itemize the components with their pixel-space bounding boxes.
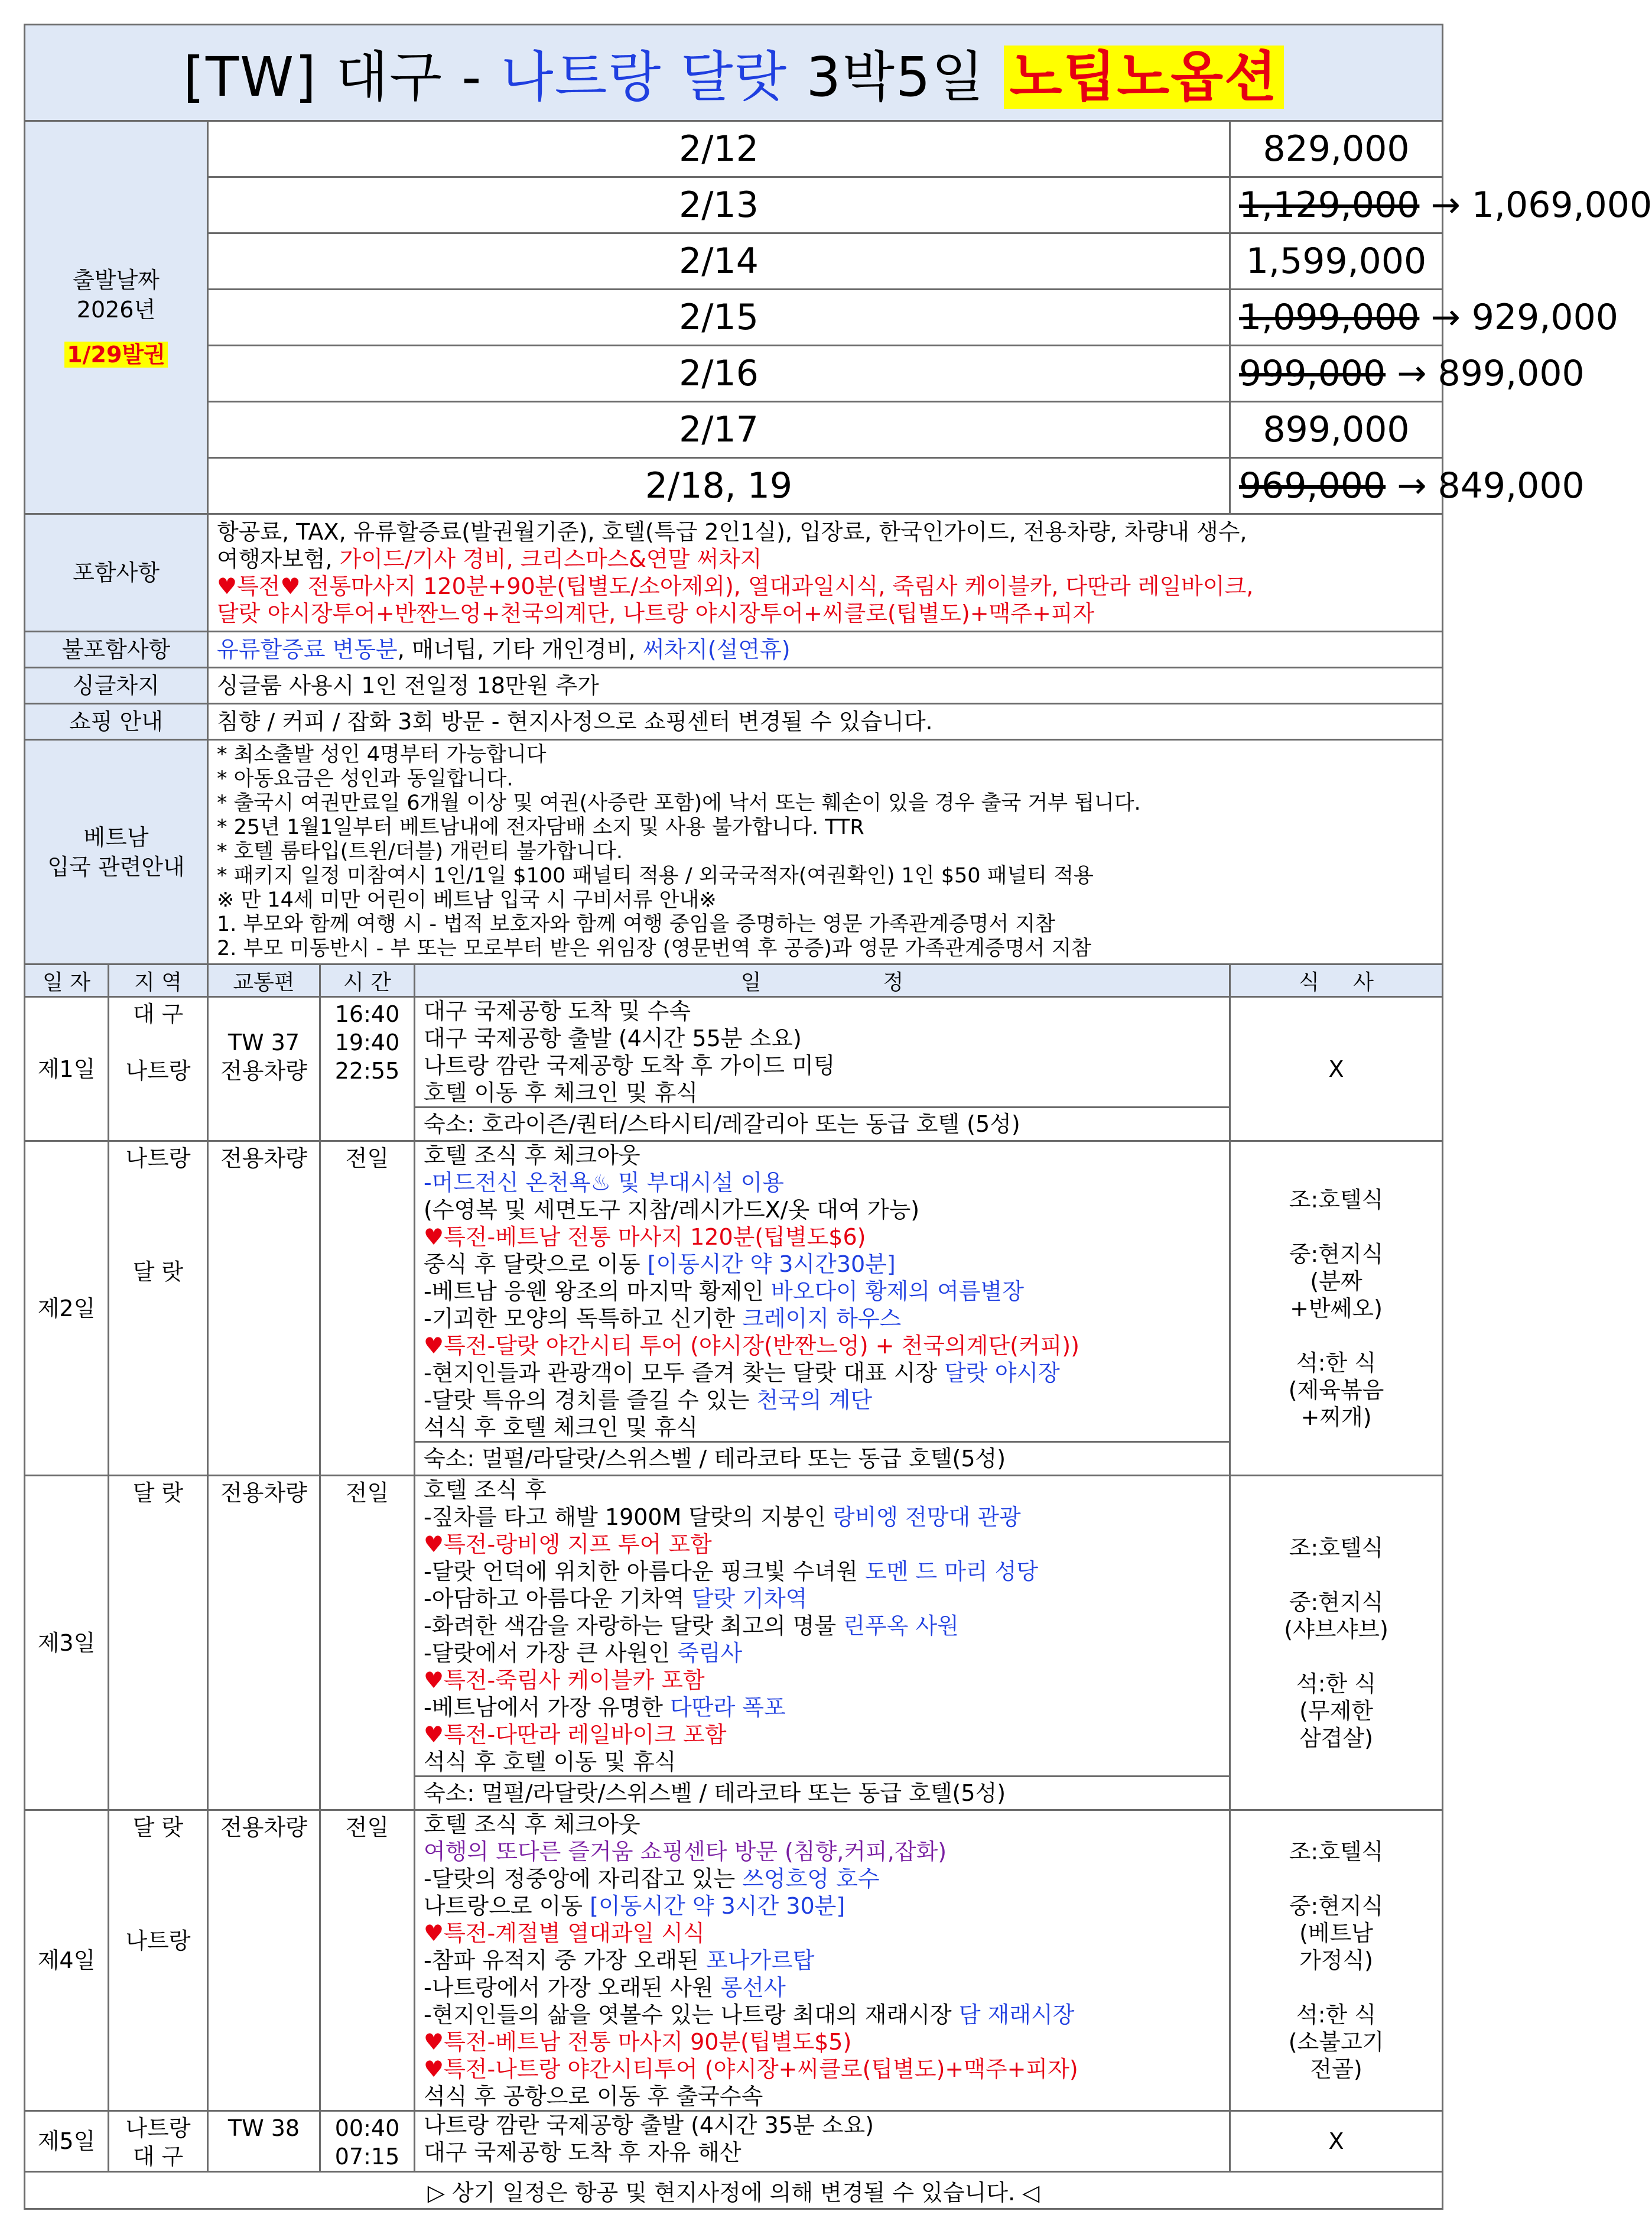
departure-date: 2/13 — [208, 177, 1230, 233]
departure-price — [1230, 177, 1652, 233]
vietnam-note-line: 2. 부모 미동반시 - 부 또는 모로부터 받은 위임장 (영문번역 후 공증)과 영문 가족관계증명서 지참 — [217, 937, 1092, 960]
schedule-segment: ♥특전-베트남 전통 마사지 120분(팁별도$6) — [424, 1224, 866, 1250]
header-schedule: 일 정 — [415, 965, 1230, 997]
schedule-line — [424, 1811, 1221, 1838]
schedule-line — [424, 1359, 1221, 1386]
schedule-segment: ♥특전-다딴라 레일바이크 포함 — [424, 1722, 727, 1748]
vietnam-row — [25, 740, 1443, 965]
departure-date: 2/18, 19 — [208, 458, 1230, 514]
schedule-line — [424, 1639, 1221, 1667]
region-line — [118, 1201, 199, 1229]
footer-note: ▷ 상기 일정은 항공 및 현지사정에 의해 변경될 수 있습니다. ◁ — [25, 2172, 1443, 2209]
day-regions — [109, 997, 208, 1141]
schedule-segment: -베트남 응웬 왕조의 마지막 황제인 — [424, 1278, 772, 1304]
region-line: 달 랏 — [132, 1814, 184, 1840]
time-line: 22:55 — [334, 1058, 400, 1084]
schedule-segment: -달랏 특유의 경치를 즐길 수 있는 — [424, 1387, 757, 1413]
title-destination: 나트랑 달랏 — [500, 46, 788, 109]
meal-line: (소불고기 — [1288, 2029, 1384, 2055]
schedule-segment: 나트랑 깜란 국제공항 도착 후 가이드 미팅 — [424, 1053, 835, 1079]
departure-row — [25, 121, 1443, 177]
schedule-segment: 포나가르탑 — [705, 1947, 815, 1973]
schedule-line — [424, 2001, 1221, 2028]
schedule-segment: 담 재래시장 — [958, 2002, 1075, 2028]
meal-line — [1239, 1561, 1433, 1589]
includes-text — [208, 514, 1443, 632]
day-times — [320, 1810, 415, 2111]
schedule-segment: -머드전신 온천욕♨ 및 부대시설 이용 — [424, 1170, 785, 1196]
hotel-info: 숙소: 멀펄/라달랏/스위스벨 / 테라코타 또는 동급 호텔(5성) — [415, 1775, 1229, 1809]
price-arrow: → — [1386, 465, 1438, 506]
schedule-line — [424, 998, 1221, 1025]
region-line — [118, 1173, 199, 1201]
day-meals — [1230, 1810, 1443, 2111]
departure-date: 2/16 — [208, 346, 1230, 402]
current-price: 1,069,000 — [1471, 184, 1652, 226]
schedule-segment: -달랏의 정중앙에 자리잡고 있는 — [424, 1866, 743, 1892]
schedule-segment: 랑비엥 전망대 관광 — [832, 1504, 1021, 1530]
departure-row — [25, 402, 1443, 458]
page-title — [25, 25, 1443, 121]
schedule-segment: -참파 유적지 중 가장 오래된 — [424, 1947, 706, 1973]
region-line — [118, 1898, 199, 1927]
schedule-line — [424, 1476, 1221, 1504]
issue-date-badge: 1/29발권 — [64, 342, 168, 368]
header-time: 시 간 — [320, 965, 415, 997]
schedule-segment: 대구 국제공항 도착 후 자유 해산 — [424, 2139, 742, 2165]
region-line: 달 랏 — [132, 1480, 184, 1506]
schedule-segment: 죽림사 — [677, 1640, 743, 1666]
day-regions — [109, 1810, 208, 2111]
day-schedule — [415, 1141, 1230, 1476]
schedule-line — [424, 1694, 1221, 1721]
departure-row — [25, 233, 1443, 290]
schedule-segment: ♥특전-계절별 열대과일 시식 — [424, 1920, 705, 1946]
includes-line: 항공료, TAX, 유류할증료(발권월기준), 호텔(특급 2인1실), 입장료, 한국인가이드, 전용차량, 차량내 생수, — [217, 519, 1247, 545]
meal-line: 중:현지식 — [1289, 1893, 1384, 1919]
schedule-line — [424, 1612, 1221, 1639]
region-line — [118, 1229, 199, 1258]
schedule-line — [424, 1865, 1221, 1892]
day-times — [320, 2111, 415, 2172]
schedule-line — [424, 1196, 1221, 1223]
meal-line: 가정식) — [1299, 1947, 1374, 1973]
schedule-segment: -달랏에서 가장 큰 사원인 — [424, 1640, 678, 1666]
schedule-line — [424, 1414, 1221, 1441]
current-price: 929,000 — [1471, 297, 1618, 338]
schedule-line — [424, 1748, 1221, 1775]
vietnam-label — [25, 740, 208, 965]
schedule-segment: -짚차를 타고 해발 1900M 달랏의 지붕인 — [424, 1504, 833, 1530]
schedule-line — [424, 1079, 1221, 1106]
excludes-part: 써차지(설연휴) — [642, 637, 791, 663]
schedule-segment: ♥특전-랑비엥 지프 투어 포함 — [424, 1531, 712, 1557]
schedule-line — [424, 1974, 1221, 2001]
includes-line: ♥특전♥ 전통마사지 120분+90분(팁별도/소아제외), 열대과일시식, 죽림사 케이블카, 다딴라 레일바이크, — [217, 573, 1254, 599]
single-text: 싱글룸 사용시 1인 전일정 18만원 추가 — [208, 668, 1443, 704]
day-row — [25, 1141, 1443, 1476]
vietnam-note-line: ※ 만 14세 미만 어린이 베트남 입국 시 구비서류 안내※ — [217, 888, 717, 912]
schedule-segment: 도멘 드 마리 성당 — [864, 1558, 1039, 1584]
schedule-segment: 다딴라 폭포 — [670, 1694, 786, 1720]
header-meal: 식 사 — [1230, 965, 1443, 997]
schedule-segment: 호텔 조식 후 체크아웃 — [424, 1811, 640, 1837]
schedule-segment: 천국의 계단 — [756, 1387, 873, 1413]
meal-line — [1239, 1643, 1433, 1670]
day-transport — [208, 1810, 320, 2111]
meal-line: 조:호텔식 — [1289, 1534, 1384, 1561]
schedule-segment: ♥특전-베트남 전통 마사지 90분(팁별도$5) — [424, 2029, 852, 2055]
current-price: 829,000 — [1263, 128, 1410, 170]
day-meals — [1230, 1141, 1443, 1476]
meal-line: (베트남 — [1299, 1920, 1374, 1946]
schedule-segment: ♥특전-달랏 야간시티 투어 (야시장(반짠느엉) + 천국의계단(커피)) — [424, 1333, 1079, 1359]
schedule-line — [424, 1142, 1221, 1169]
day-schedule — [415, 1476, 1230, 1810]
departure-year: 2026년 — [76, 297, 156, 323]
departure-date: 2/12 — [208, 121, 1230, 177]
schedule-segment: 나트랑 깜란 국제공항 출발 (4시간 35분 소요) — [424, 2112, 874, 2138]
schedule-segment: -아담하고 아름다운 기차역 — [424, 1586, 692, 1612]
departure-row — [25, 458, 1443, 514]
current-price: 899,000 — [1438, 353, 1585, 394]
region-line: 대 구 — [132, 2144, 184, 2170]
excludes-label: 불포함사항 — [25, 632, 208, 668]
schedule-line — [424, 1892, 1221, 1920]
day-times — [320, 1141, 415, 1476]
departure-row — [25, 346, 1443, 402]
header-transport: 교통편 — [208, 965, 320, 997]
meal-line: 조:호텔식 — [1289, 1186, 1384, 1213]
meal-line: X — [1328, 1056, 1344, 1082]
meal-line: (샤브샤브) — [1284, 1616, 1388, 1642]
single-label: 싱글차지 — [25, 668, 208, 704]
schedule-segment: 대구 국제공항 출발 (4시간 55분 소요) — [424, 1025, 802, 1051]
schedule-segment: 크레이지 하우스 — [742, 1306, 902, 1332]
region-line: 달 랏 — [132, 1259, 184, 1285]
schedule-segment: 대구 국제공항 도착 및 수속 — [424, 998, 691, 1024]
time-line: 전일 — [345, 1145, 389, 1171]
old-price: 999,000 — [1239, 353, 1386, 394]
title-prefix: [TW] 대구 - — [183, 46, 501, 109]
schedule-segment: 석식 후 호텔 이동 및 휴식 — [424, 1749, 677, 1775]
schedule-line — [424, 1531, 1221, 1558]
day-row — [25, 997, 1443, 1141]
single-row — [25, 668, 1443, 704]
hotel-info: 숙소: 호라이즌/퀀터/스타시티/레갈리아 또는 동급 호텔 (5성) — [415, 1106, 1229, 1140]
vietnam-note-line: * 최소출발 성인 4명부터 가능합니다 — [217, 743, 547, 767]
schedule-segment: [이동시간 약 3시간30분] — [647, 1251, 896, 1277]
day-transport — [208, 2111, 320, 2172]
meal-line: +찌개) — [1300, 1404, 1372, 1430]
day-meals — [1230, 1476, 1443, 1810]
departure-date: 2/15 — [208, 290, 1230, 346]
meal-line: +반쎄오) — [1290, 1295, 1383, 1321]
price-arrow: → — [1386, 353, 1438, 394]
day-label: 제1일 — [25, 997, 109, 1141]
schedule-segment: 나트랑으로 이동 — [424, 1893, 590, 1919]
day-transport — [208, 997, 320, 1141]
departure-section — [25, 121, 1652, 514]
schedule-segment: -현지인들의 삶을 엿볼수 있는 나트랑 최대의 재래시장 — [424, 2002, 959, 2028]
day-transport — [208, 1141, 320, 1476]
excludes-part: , 매너팁, 기타 개인경비, — [397, 637, 643, 663]
schedule-segment: [이동시간 약 3시간 30분] — [590, 1893, 845, 1919]
departure-date: 2/17 — [208, 402, 1230, 458]
schedule-line — [424, 1223, 1221, 1251]
departure-label-line: 출발날짜 — [73, 267, 160, 293]
region-line: 나트랑 — [125, 1145, 191, 1171]
vietnam-note-line: * 호텔 룸타입(트윈/더블) 개런티 불가합니다. — [217, 840, 623, 863]
schedule-segment: -베트남에서 가장 유명한 — [424, 1694, 671, 1720]
shopping-label: 쇼핑 안내 — [25, 704, 208, 740]
meal-line — [1239, 1974, 1433, 2001]
meal-line: 중:현지식 — [1289, 1241, 1384, 1267]
title-badge: 노팁노옵션 — [1004, 46, 1284, 109]
schedule-segment: 린푸옥 사원 — [843, 1613, 959, 1639]
time-line: 07:15 — [334, 2144, 400, 2170]
meal-line: X — [1328, 2128, 1344, 2154]
schedule-line — [424, 2056, 1221, 2083]
meal-line: 전골) — [1310, 2056, 1362, 2082]
old-price: 1,099,000 — [1239, 297, 1420, 338]
day-times — [320, 997, 415, 1141]
meal-line: 석:한 식 — [1296, 1670, 1377, 1697]
shopping-row — [25, 704, 1443, 740]
meal-line: 석:한 식 — [1296, 2002, 1377, 2028]
schedule-segment: 중식 후 달랏으로 이동 — [424, 1251, 648, 1277]
schedule-line — [424, 1052, 1221, 1079]
schedule-line — [424, 1169, 1221, 1196]
departure-label — [25, 121, 208, 514]
includes-line — [217, 545, 1433, 573]
includes-line-part: 여행자보험, — [217, 546, 340, 572]
day-label: 제3일 — [25, 1476, 109, 1810]
meal-line: (분짜 — [1310, 1268, 1362, 1294]
vietnam-note-line: * 아동요금은 성인과 동일합니다. — [217, 767, 513, 791]
meal-line: (제육볶음 — [1288, 1376, 1384, 1403]
schedule-line — [424, 1278, 1221, 1305]
departure-row — [25, 290, 1443, 346]
shopping-text: 침향 / 커피 / 잡화 3회 방문 - 현지사정으로 쇼핑센터 변경될 수 있습니다. — [208, 704, 1443, 740]
issue-date-badge-wrap — [34, 340, 199, 369]
departure-date: 2/14 — [208, 233, 1230, 290]
schedule-segment: 호텔 조식 후 체크아웃 — [424, 1142, 640, 1168]
transport-line: TW 37 — [227, 1030, 300, 1056]
includes-line: 달랏 야시장투어+반짠느엉+천국의계단, 나트랑 야시장투어+씨클로(팁별도)+맥주+피자 — [217, 600, 1095, 626]
transport-line: TW 38 — [227, 2115, 300, 2141]
departure-price — [1230, 233, 1443, 290]
vietnam-note-line: * 25년 1월1일부터 베트남내에 전자담배 소지 및 사용 불가합니다. TTR — [217, 816, 864, 839]
day-row — [25, 1810, 1443, 2111]
day-label: 제4일 — [25, 1810, 109, 2111]
day-schedule — [415, 997, 1230, 1141]
time-line: 19:40 — [334, 1030, 400, 1056]
old-price: 1,129,000 — [1239, 184, 1420, 226]
info-section — [25, 514, 1443, 997]
departure-row — [25, 177, 1443, 233]
schedule-line — [424, 1305, 1221, 1332]
schedule-line — [424, 1667, 1221, 1694]
schedule-line — [424, 1838, 1221, 1865]
schedule-line — [424, 1332, 1221, 1359]
day-schedule — [415, 2111, 1230, 2172]
transport-line: 전용차량 — [220, 1145, 307, 1171]
schedule-segment: (수영복 및 세면도구 지참/레시가드X/옷 대여 가능) — [424, 1197, 920, 1223]
meal-line: 중:현지식 — [1289, 1589, 1384, 1615]
schedule-line — [424, 1721, 1221, 1748]
price-arrow: → — [1419, 184, 1472, 226]
title-row — [25, 25, 1443, 121]
vietnam-notes — [208, 740, 1443, 965]
schedule-section — [25, 997, 1443, 2172]
day-transport — [208, 1476, 320, 1810]
day-meals — [1230, 997, 1443, 1141]
old-price: 969,000 — [1239, 465, 1386, 506]
schedule-segment: -기괴한 모양의 독특하고 신기한 — [424, 1306, 743, 1332]
day-row — [25, 2111, 1443, 2172]
departure-price — [1230, 290, 1618, 346]
schedule-line — [424, 2028, 1221, 2056]
schedule-line — [424, 1504, 1221, 1531]
time-line: 00:40 — [334, 2115, 400, 2141]
excludes-text — [208, 632, 1443, 668]
schedule-segment: 롱선사 — [720, 1975, 786, 2001]
vietnam-label-line: 베트남 — [83, 824, 149, 850]
meal-line — [1239, 1865, 1433, 1892]
schedule-line — [424, 1386, 1221, 1414]
schedule-line — [424, 1251, 1221, 1278]
schedule-line — [424, 1025, 1221, 1052]
schedule-segment: 석식 후 공항으로 이동 후 출국수속 — [424, 2083, 763, 2109]
schedule-segment: -현지인들과 관광객이 모두 즐겨 찾는 달랏 대표 시장 — [424, 1360, 945, 1386]
schedule-line — [424, 1920, 1221, 1947]
day-regions — [109, 2111, 208, 2172]
day-row — [25, 1476, 1443, 1810]
schedule-segment: 여행의 또다른 즐거움 쇼핑센타 방문 (침향,커피,잡화) — [424, 1839, 947, 1865]
meal-line: (무제한 — [1299, 1697, 1374, 1724]
transport-line — [217, 1000, 311, 1028]
day-schedule — [415, 1810, 1230, 2111]
schedule-line — [424, 2083, 1221, 2110]
footer-row — [25, 2172, 1443, 2209]
region-line: 나트랑 — [125, 1058, 191, 1084]
current-price: 849,000 — [1438, 465, 1585, 506]
includes-row — [25, 514, 1443, 632]
meal-line: 석:한 식 — [1296, 1349, 1377, 1376]
transport-line: 전용차량 — [220, 1480, 307, 1506]
schedule-header-row — [25, 965, 1443, 997]
schedule-segment: 달랏 기차역 — [691, 1586, 808, 1612]
schedule-segment: 쓰엉흐엉 호수 — [742, 1866, 880, 1892]
schedule-line — [424, 1947, 1221, 1974]
day-times — [320, 1476, 415, 1810]
schedule-segment: 달랏 야시장 — [944, 1360, 1060, 1386]
meal-line — [1239, 1322, 1433, 1349]
schedule-segment: ♥특전-나트랑 야간시티투어 (야시장+씨클로(팁별도)+맥주+피자) — [424, 2056, 1078, 2082]
header-region: 지 역 — [109, 965, 208, 997]
day-label: 제5일 — [25, 2111, 109, 2172]
vietnam-note-line: * 출국시 여권만료일 6개월 이상 및 여권(사증란 포함)에 낙서 또는 훼손이 있을 경우 출국 거부 됩니다. — [217, 791, 1141, 815]
current-price: 899,000 — [1263, 409, 1410, 450]
schedule-segment: 호텔 이동 후 체크인 및 휴식 — [424, 1080, 698, 1106]
schedule-line — [424, 2139, 1221, 2166]
day-regions — [109, 1141, 208, 1476]
vietnam-label-line: 입국 관련안내 — [47, 853, 185, 880]
departure-price — [1230, 121, 1443, 177]
meal-line: 삼겹살) — [1299, 1725, 1374, 1751]
vietnam-note-line: 1. 부모와 함께 여행 시 - 법적 보호자와 함께 여행 중임을 증명하는 영문 가족관계증명서 지참 — [217, 913, 1055, 936]
schedule-segment: 바오다이 황제의 여름별장 — [771, 1278, 1024, 1304]
hotel-info: 숙소: 멀펄/라달랏/스위스벨 / 테라코타 또는 동급 호텔(5성) — [415, 1441, 1229, 1475]
time-line: 16:40 — [334, 1001, 400, 1027]
region-line: 나트랑 — [125, 2115, 191, 2141]
current-price: 1,599,000 — [1245, 241, 1427, 282]
schedule-segment: -나트랑에서 가장 오래된 사원 — [424, 1975, 721, 2001]
departure-price — [1230, 458, 1585, 514]
itinerary-page — [24, 24, 1652, 2210]
region-line — [118, 1870, 199, 1898]
departure-price — [1230, 402, 1443, 458]
schedule-line — [424, 1558, 1221, 1585]
schedule-line — [424, 2112, 1221, 2139]
itinerary-table — [24, 24, 1652, 2210]
includes-label: 포함사항 — [25, 514, 208, 632]
schedule-line — [424, 1585, 1221, 1612]
region-line — [118, 1028, 199, 1057]
excludes-row — [25, 632, 1443, 668]
region-line: 나트랑 — [125, 1928, 191, 1954]
transport-line: 전용차량 — [220, 1058, 307, 1084]
region-line: 대 구 — [132, 1001, 184, 1027]
vietnam-note-line: * 패키지 일정 미참여시 1인/1일 $100 패널티 적용 / 외국국적자(여권확인) 1인 $50 패널티 적용 — [217, 864, 1094, 888]
schedule-segment: -달랏 언덕에 위치한 아름다운 핑크빛 수녀원 — [424, 1558, 865, 1584]
transport-line: 전용차량 — [220, 1814, 307, 1840]
schedule-segment: 석식 후 호텔 체크인 및 휴식 — [424, 1414, 698, 1440]
title-duration: 3박5일 — [788, 46, 1004, 109]
meal-line: 조:호텔식 — [1289, 1839, 1384, 1865]
time-line: 전일 — [345, 1480, 389, 1506]
schedule-segment: 호텔 조식 후 — [424, 1477, 547, 1503]
price-arrow: → — [1419, 297, 1472, 338]
meal-line — [1239, 1213, 1433, 1241]
region-line — [118, 1842, 199, 1870]
header-day: 일 자 — [25, 965, 109, 997]
excludes-part: 유류할증료 변동분 — [217, 637, 398, 663]
includes-line-part: 가이드/기사 경비, 크리스마스&연말 써차지 — [339, 546, 762, 572]
time-line: 전일 — [345, 1814, 389, 1840]
day-regions — [109, 1476, 208, 1810]
schedule-segment: -화려한 색감을 자랑하는 달랏 최고의 명물 — [424, 1613, 844, 1639]
departure-price — [1230, 346, 1585, 402]
schedule-segment: ♥특전-죽림사 케이블카 포함 — [424, 1667, 705, 1693]
day-meals — [1230, 2111, 1443, 2172]
day-label: 제2일 — [25, 1141, 109, 1476]
